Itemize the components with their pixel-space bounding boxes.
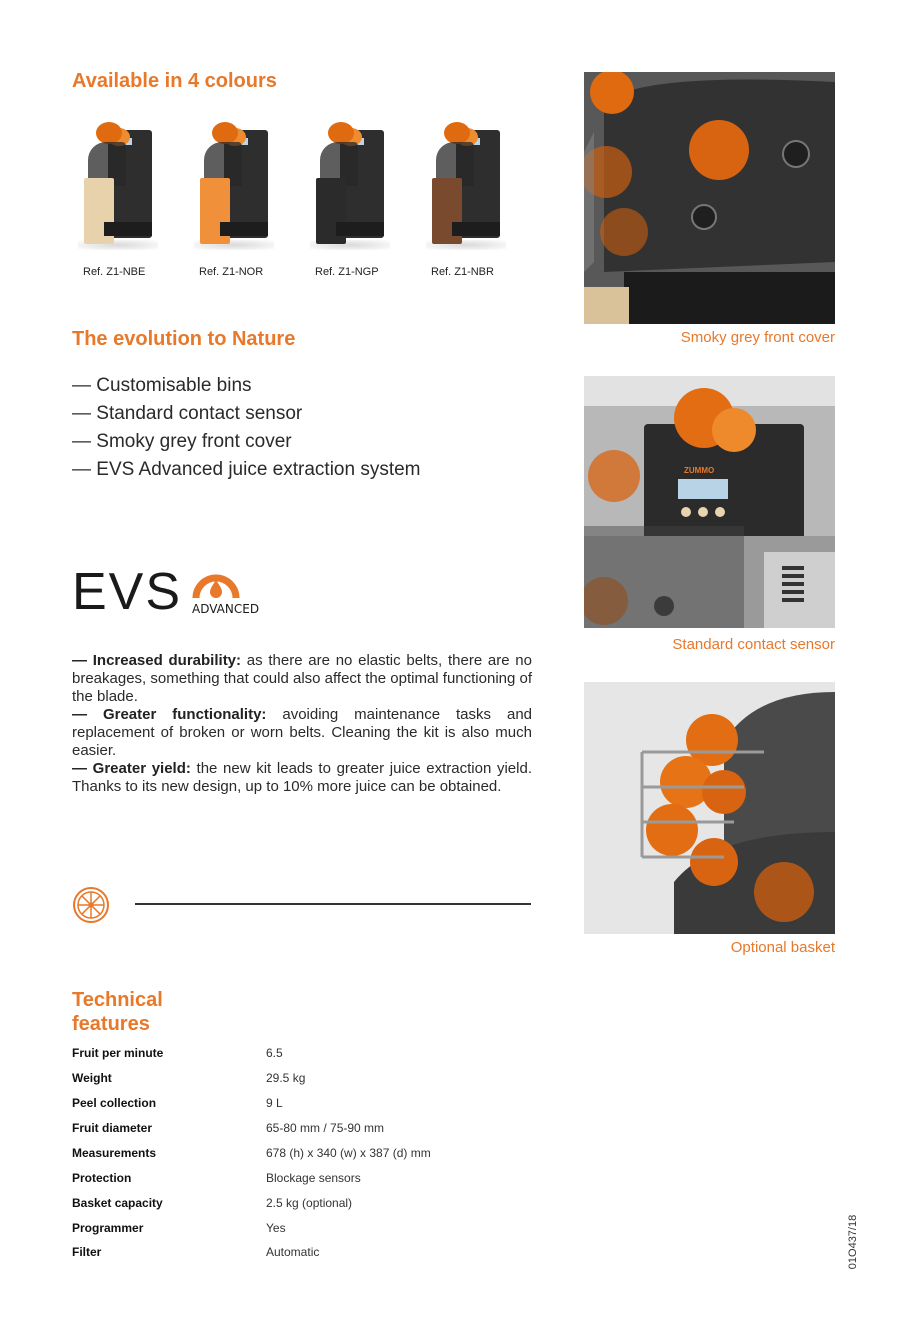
evs-logo-sub: ADVANCED xyxy=(192,602,260,616)
colour-ref-label: Ref. Z1-NOR xyxy=(199,266,264,278)
evolution-title: The evolution to Nature xyxy=(72,328,296,350)
tech-key: Fruit diameter xyxy=(72,1121,153,1135)
tech-value: 29.5 kg xyxy=(266,1071,306,1085)
tech-value: Automatic xyxy=(266,1245,320,1259)
tech-value: 65-80 mm / 75-90 mm xyxy=(266,1121,385,1135)
tech-key: Protection xyxy=(72,1171,132,1185)
tech-value: 2.5 kg (optional) xyxy=(266,1196,353,1210)
juicer-variant-image xyxy=(78,122,158,250)
benefit-label: — Increased durability: xyxy=(72,652,242,669)
drop-gauge-icon xyxy=(190,566,242,602)
juicer-variant-image xyxy=(426,122,506,250)
table-row xyxy=(72,1221,532,1241)
contact-sensor-illustration xyxy=(584,376,835,628)
benefit-label: — Greater yield: xyxy=(72,760,191,777)
photo-smoky-cover xyxy=(584,72,835,324)
benefit-text: as there are no elastic belts, there are no breakages, something that could also affect the optimal functioning of the blade. xyxy=(72,652,533,705)
benefits-text xyxy=(72,652,532,796)
smoky-cover-illustration xyxy=(584,72,835,324)
benefit-label: — Greater functionality: xyxy=(72,706,267,723)
list-item: — EVS Advanced juice extraction system xyxy=(72,459,421,480)
photo-optional-basket xyxy=(584,682,835,934)
list-item: — Standard contact sensor xyxy=(72,403,303,424)
colour-ref-label: Ref. Z1-NGP xyxy=(315,266,379,278)
table-row xyxy=(72,1196,532,1216)
brand-logo-text: ZUMMO xyxy=(684,466,715,475)
juicer-variant-image xyxy=(194,122,274,250)
document-reference: 01O437/18 xyxy=(847,1214,860,1270)
colour-ref-label: Ref. Z1-NBR xyxy=(431,266,494,278)
benefit-text: the new kit leads to greater juice extraction yield. Thanks to its new design, up to 10% more juice can be obtained. xyxy=(72,760,532,795)
tech-value: 6.5 xyxy=(266,1046,283,1060)
tech-value: Blockage sensors xyxy=(266,1171,361,1185)
tech-key: Filter xyxy=(72,1245,102,1259)
tech-value: Yes xyxy=(266,1221,286,1235)
section-divider xyxy=(135,903,531,905)
evs-logo-text: EVS xyxy=(72,563,183,621)
photo-contact-sensor xyxy=(584,376,835,628)
table-row xyxy=(72,1121,532,1141)
tech-value: 9 L xyxy=(266,1096,283,1110)
photo-caption: Smoky grey front cover xyxy=(680,329,835,346)
basket-illustration xyxy=(584,682,835,934)
tech-key: Weight xyxy=(72,1071,112,1085)
juicer-variant-image xyxy=(310,122,390,250)
photo-caption: Standard contact sensor xyxy=(672,636,835,653)
benefit-text: avoiding maintenance tasks and replacement of broken or worn belts. Cleaning the kit is also much easier. xyxy=(72,706,533,759)
tech-key: Peel collection xyxy=(72,1096,157,1110)
list-item: — Smoky grey front cover xyxy=(72,431,292,452)
table-row xyxy=(72,1146,532,1166)
colours-title: Available in 4 colours xyxy=(72,70,277,92)
table-row xyxy=(72,1096,532,1116)
table-row xyxy=(72,1171,532,1191)
tech-value: 678 (h) x 340 (w) x 387 (d) mm xyxy=(266,1146,431,1160)
table-row xyxy=(72,1245,532,1265)
photo-caption: Optional basket xyxy=(730,939,835,956)
tech-key: Programmer xyxy=(72,1221,144,1235)
table-row xyxy=(72,1046,532,1066)
tech-key: Basket capacity xyxy=(72,1196,163,1210)
orange-slice-icon xyxy=(72,886,110,924)
evolution-list xyxy=(72,372,421,484)
colour-ref-label: Ref. Z1-NBE xyxy=(83,266,146,278)
tech-key: Fruit per minute xyxy=(72,1046,164,1060)
technical-title: Technical features xyxy=(72,989,163,1035)
list-item: — Customisable bins xyxy=(72,375,252,396)
tech-key: Measurements xyxy=(72,1146,157,1160)
evs-advanced-logo xyxy=(72,562,260,622)
table-row xyxy=(72,1071,532,1091)
